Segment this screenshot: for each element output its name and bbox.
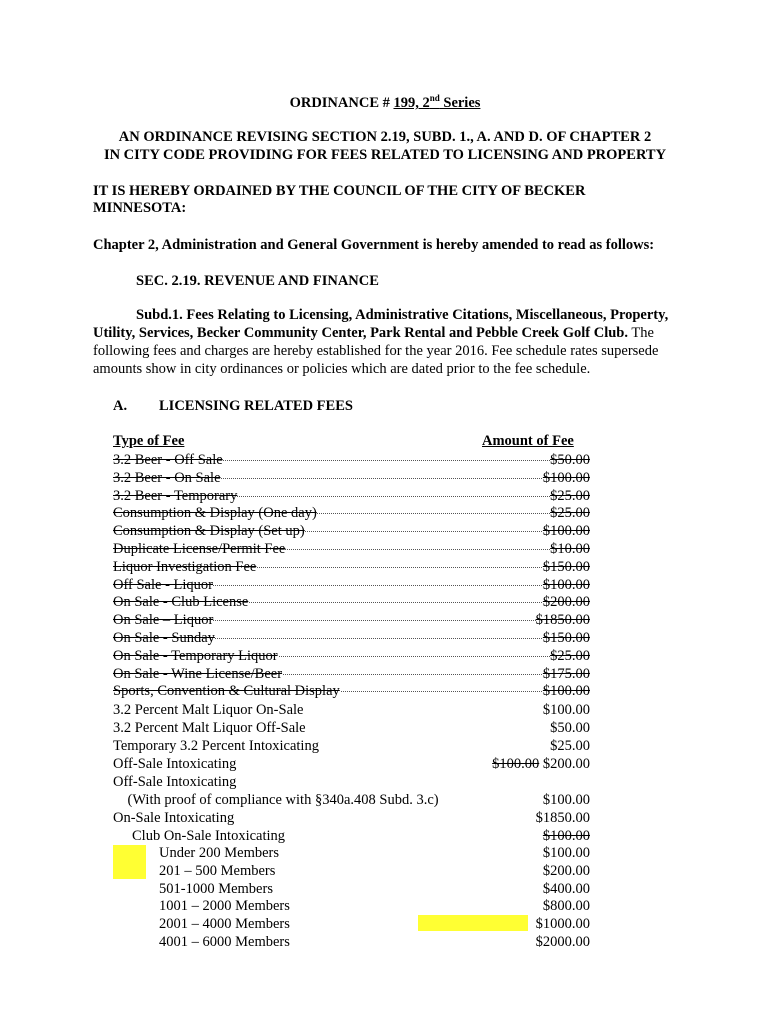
- deleted-fee-row: [113, 577, 590, 595]
- fee-amount: [543, 863, 590, 880]
- deleted-fee-row: [113, 612, 590, 630]
- ordinance-prefix: ORDINANCE #: [289, 95, 394, 111]
- fee-amount-text: $100.00: [542, 792, 590, 808]
- fee-amount: [536, 612, 590, 629]
- fee-name: Temporary 3.2 Percent Intoxicating: [113, 738, 319, 754]
- section-heading: SEC. 2.19. REVENUE AND FINANCE: [136, 273, 379, 289]
- fee-amount-text: $100.00: [542, 523, 590, 540]
- fee-name: [113, 683, 340, 700]
- fee-amount: [543, 594, 590, 611]
- fee-name-text: Duplicate License/Permit Fee: [113, 541, 286, 557]
- fee-amount: $25.00: [550, 738, 590, 754]
- subd-line-2: [93, 325, 654, 342]
- fee-name: [113, 488, 237, 505]
- member-fee-row: [113, 845, 590, 863]
- fee-name-indent: [113, 792, 128, 808]
- fee-name: [159, 934, 290, 951]
- fee-amount: $1850.00: [535, 810, 590, 826]
- fee-name-text: (With proof of compliance with §340a.408 Subd. 3.c): [127, 792, 439, 808]
- fee-amount: [543, 792, 590, 809]
- fee-name-text: On Sale - Temporary Liquor: [113, 647, 278, 664]
- deleted-fee-row: [113, 683, 590, 701]
- subd-line-2-rest: The: [628, 325, 654, 341]
- fee-name: [113, 470, 221, 487]
- fee-name-text: Consumption & Display (Set up): [113, 523, 305, 540]
- fee-amount-text: $2000.00: [535, 934, 590, 950]
- fee-amount-new: $200.00: [542, 756, 590, 772]
- fee-name: On-Sale Intoxicating: [113, 810, 235, 826]
- deleted-fee-row: [113, 488, 590, 506]
- fee-amount: [543, 577, 590, 594]
- deleted-fee-row: [113, 666, 590, 684]
- fee-name-text: 1001 – 2000 Members: [159, 898, 290, 915]
- licensing-letter: A.: [113, 398, 128, 414]
- fee-amount-text: $100.00: [542, 469, 590, 486]
- chapter-line: Chapter 2, Administration and General Government is hereby amended to read as follows:: [93, 237, 655, 253]
- fee-amount-text: $800.00: [542, 898, 590, 915]
- fee-name: [113, 452, 223, 469]
- title-line-2: IN CITY CODE PROVIDING FOR FEES RELATED TO LICENSING AND PROPERTY: [103, 147, 667, 163]
- fee-name-text: 3.2 Beer - Temporary: [113, 487, 238, 504]
- fee-name: [113, 792, 439, 809]
- fee-name-text: Sports, Convention & Cultural Display: [113, 683, 340, 700]
- fee-amount-text: $1000.00: [535, 916, 590, 933]
- ordained-line-1: IT IS HEREBY ORDAINED BY THE COUNCIL OF THE CITY OF BECKER: [93, 183, 586, 199]
- fee-name: [159, 845, 279, 862]
- subd-line-2-bold: Utility, Services, Becker Community Center, Park Rental and Pebble Creek Golf Club.: [93, 325, 628, 341]
- deleted-fee-row: [113, 452, 590, 470]
- fee-name: [113, 630, 215, 647]
- fee-amount: $50.00: [550, 720, 590, 736]
- fee-name-text: 201 – 500 Members: [159, 862, 276, 879]
- fee-name: [159, 863, 275, 880]
- fee-row-proof: [113, 792, 590, 810]
- fee-name-text: 4001 – 6000 Members: [159, 934, 290, 950]
- col-amount-header: Amount of Fee: [482, 433, 574, 449]
- member-fee-row: [113, 934, 590, 952]
- fee-name-text: Consumption & Display (One day): [113, 505, 317, 522]
- deleted-fee-row: [113, 505, 590, 523]
- fee-name-text: Off-Sale Intoxicating: [113, 774, 237, 790]
- fee-name: [113, 577, 213, 594]
- fee-name-text: 3.2 Beer - Off Sale: [113, 452, 223, 468]
- member-fee-row: [113, 916, 590, 934]
- fee-name: [159, 898, 290, 915]
- fee-amount-text: $100.00: [542, 576, 590, 593]
- fee-name-text: 3.2 Beer - On Sale: [113, 469, 221, 486]
- fee-row-temp-32: [113, 738, 590, 756]
- fee-name: 3.2 Percent Malt Liquor On-Sale: [113, 702, 304, 718]
- licensing-title: LICENSING RELATED FEES: [159, 398, 353, 414]
- fee-row-club: [113, 828, 590, 846]
- deleted-fee-row: [113, 559, 590, 577]
- ordinance-sup: nd: [429, 93, 440, 104]
- fee-amount: [543, 881, 590, 898]
- fee-amount-text: $10.00: [550, 541, 590, 557]
- fee-name: 3.2 Percent Malt Liquor Off-Sale: [113, 720, 306, 736]
- fee-amount: [543, 559, 590, 576]
- fee-name: [113, 541, 285, 558]
- fee-amount-text: $100.00: [542, 845, 590, 861]
- deleted-fee-row: [113, 523, 590, 541]
- fee-amount: [550, 452, 590, 469]
- fee-name: [113, 612, 213, 629]
- fee-name-text: Under 200 Members: [159, 845, 280, 861]
- ordinance-suffix: Series: [439, 95, 481, 111]
- ordinance-number: 199, 2: [393, 95, 430, 111]
- fee-name: Off-Sale Intoxicating: [113, 756, 237, 772]
- member-fee-row: [113, 881, 590, 899]
- deleted-fee-row: [113, 648, 590, 666]
- fee-name: [113, 559, 256, 576]
- fee-name-text: Off Sale - Liquor: [113, 576, 213, 593]
- subd-line-3: following fees and charges are hereby established for the year 2016. Fee schedule rates supersede: [93, 343, 659, 359]
- fee-amount: [536, 934, 590, 951]
- ordinance-title: [0, 95, 770, 112]
- fee-row-malt-on: [113, 702, 590, 720]
- fee-amount: $100.00: [542, 828, 590, 844]
- fee-name-text: On Sale - Wine License/Beer: [113, 665, 283, 682]
- fee-name: [113, 666, 282, 683]
- deleted-fee-row: [113, 630, 590, 648]
- fee-name: [113, 774, 236, 791]
- deleted-fee-row: [113, 594, 590, 612]
- subd-line-4: amounts show in city ordinances or policies which are dated prior to the fee schedule.: [93, 361, 591, 377]
- fee-name: [113, 648, 278, 665]
- fee-amount: [543, 845, 590, 862]
- fee-amount: [543, 666, 590, 683]
- member-fee-row: [113, 898, 590, 916]
- fee-name: Club On-Sale Intoxicating: [132, 828, 286, 844]
- member-fee-row: [113, 863, 590, 881]
- fee-amount-text: $175.00: [542, 665, 590, 682]
- fee-amount-text: $100.00: [542, 683, 590, 700]
- fee-amount: [536, 916, 590, 933]
- fee-row-malt-off: [113, 720, 590, 738]
- fee-amount-text: $25.00: [550, 505, 590, 522]
- fee-amount-text: $200.00: [542, 594, 590, 611]
- deleted-fee-row: [113, 470, 590, 488]
- fee-name-text: Liquor Investigation Fee: [113, 558, 257, 575]
- fee-name-text: 501-1000 Members: [159, 880, 273, 897]
- fee-row-on-sale: [113, 810, 590, 828]
- fee-name-text: 2001 – 4000 Members: [159, 916, 290, 933]
- fee-amount-text: $150.00: [542, 630, 590, 646]
- fee-amount: $100.00: [542, 702, 590, 718]
- fee-name-text: On Sale – Liquor: [113, 612, 214, 629]
- fee-amount: [550, 488, 590, 505]
- fee-amount-text: $150.00: [542, 558, 590, 575]
- fee-amount-text: $200.00: [542, 862, 590, 879]
- fee-amount-text: $400.00: [542, 880, 590, 897]
- fee-amount-text: $1850.00: [535, 612, 590, 629]
- deleted-fee-row: [113, 541, 590, 559]
- fee-amount: [543, 523, 590, 540]
- fee-amount: [543, 898, 590, 915]
- fee-row-off-sale: [113, 756, 590, 774]
- fee-name-text: On Sale - Sunday: [113, 630, 215, 646]
- fee-amount: [550, 541, 590, 558]
- fee-amount-old: $100.00: [492, 756, 540, 772]
- fee-amount-text: $50.00: [550, 452, 590, 468]
- fee-name: [159, 916, 290, 933]
- fee-name-text: On Sale - Club License: [113, 594, 249, 611]
- fee-amount: [550, 505, 590, 522]
- fee-name: [159, 881, 273, 898]
- subd-line-1: Subd.1. Fees Relating to Licensing, Administrative Citations, Miscellaneous, Property,: [136, 307, 669, 323]
- fee-amount: [543, 630, 590, 647]
- fee-name: [113, 594, 248, 611]
- fee-amount-text: $25.00: [550, 647, 590, 664]
- fee-name: [113, 505, 317, 522]
- fee-amount: [550, 648, 590, 665]
- ordained-line-2: MINNESOTA:: [93, 200, 187, 216]
- fee-amount: [492, 756, 590, 773]
- fee-amount-text: $25.00: [550, 487, 590, 504]
- col-type-header: Type of Fee: [113, 433, 185, 449]
- fee-row-off-sale-new: [113, 774, 590, 792]
- title-line-1: AN ORDINANCE REVISING SECTION 2.19, SUBD. 1., A. AND D. OF CHAPTER 2: [118, 129, 652, 145]
- fee-amount: [543, 470, 590, 487]
- fee-amount: [543, 683, 590, 700]
- fee-name: [113, 523, 305, 540]
